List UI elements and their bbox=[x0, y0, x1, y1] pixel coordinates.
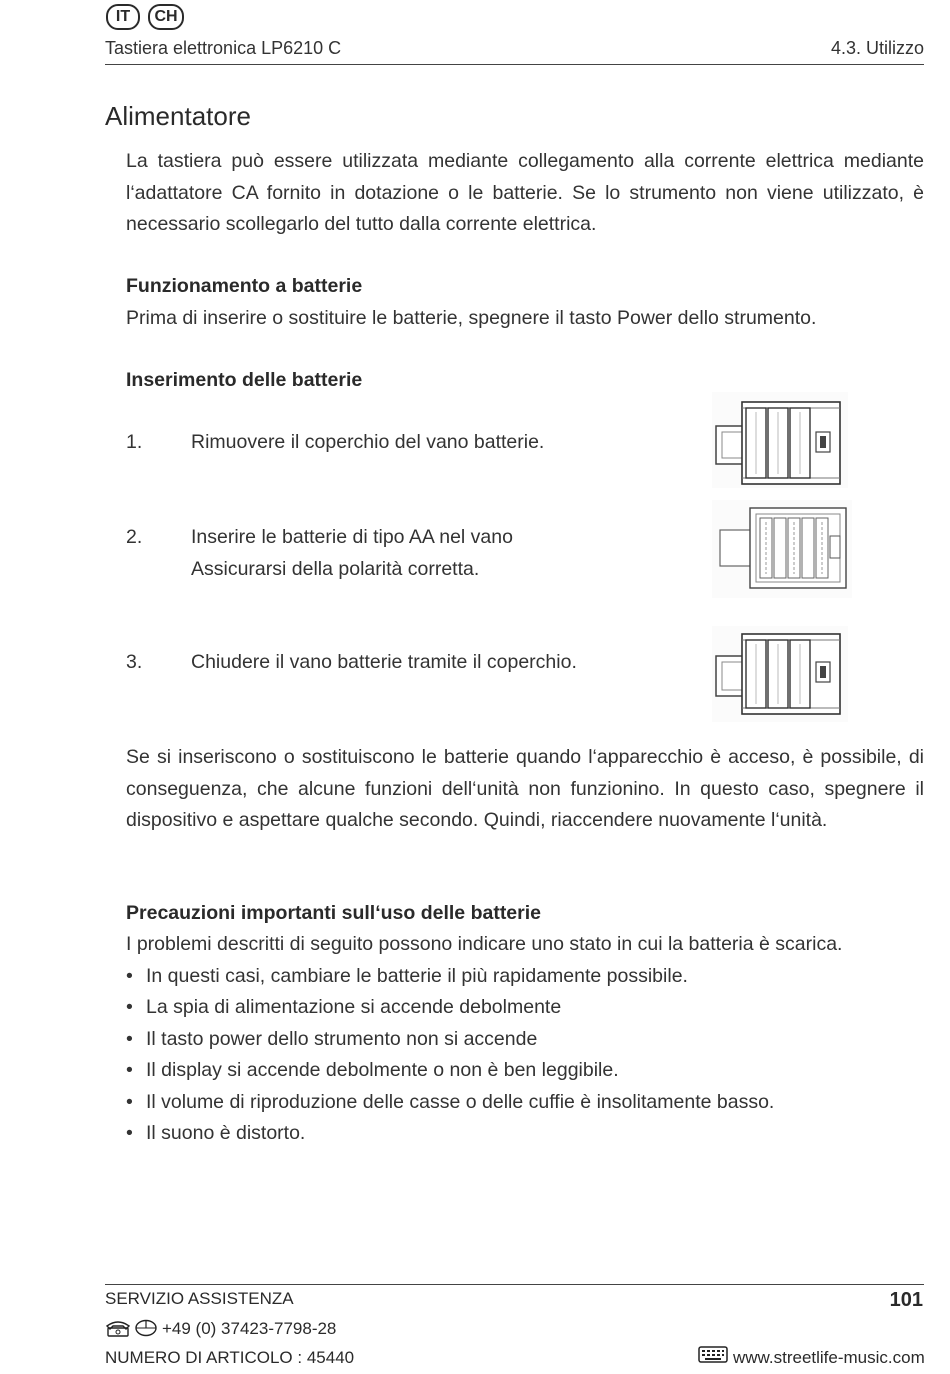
page-number: 101 bbox=[889, 1289, 923, 1311]
step-text: Rimuovere il coperchio del vano batterie. bbox=[191, 431, 545, 453]
step-number: 1. bbox=[126, 431, 143, 453]
list-item bbox=[126, 1028, 537, 1051]
bullet: • bbox=[126, 996, 133, 1018]
precautions-intro: I problemi descritti di seguito possono indicare uno stato in cui la batteria è scarica. bbox=[126, 933, 843, 955]
footer-article-number: NUMERO DI ARTICOLO : 45440 bbox=[105, 1348, 355, 1367]
header-product-name: Tastiera elettronica LP6210 C bbox=[105, 38, 342, 58]
insertion-heading: Inserimento delle batterie bbox=[126, 369, 363, 391]
list-item bbox=[126, 965, 688, 988]
battery-insertion-diagram bbox=[712, 500, 852, 598]
list-item-text: Il suono è distorto. bbox=[146, 1122, 306, 1144]
phone-icon bbox=[105, 1319, 131, 1337]
header-divider bbox=[105, 64, 924, 65]
warning-paragraph: Se si inseriscono o sostituiscono le batterie quando l‘apparecchio è acceso, è possibile, di conseguenza, che alcune funzioni dell‘unità non funzionino. In questo caso, spegnere il dispositivo e aspettare qualche secondo. Quindi, riaccendere nuovamente l‘unità. bbox=[126, 746, 924, 831]
list-item bbox=[126, 1091, 774, 1114]
list-item-text: Il display si accende debolmente o non è ben leggibile. bbox=[146, 1059, 619, 1081]
list-item bbox=[126, 1059, 619, 1082]
bullet: • bbox=[126, 1028, 133, 1050]
bullet: • bbox=[126, 1122, 133, 1144]
battery-cover-closed-diagram bbox=[712, 626, 848, 722]
step-text: Assicurarsi della polarità corretta. bbox=[191, 558, 480, 580]
footer-phone: +49 (0) 37423-7798-28 bbox=[162, 1319, 337, 1338]
step-text: Inserire le batterie di tipo AA nel vano bbox=[191, 526, 513, 548]
footer-website[interactable]: www.streetlife-music.com bbox=[733, 1348, 925, 1367]
country-badge-ch: CH bbox=[148, 4, 184, 30]
list-item bbox=[126, 996, 561, 1019]
battery-operation-text: Prima di inserire o sostituire le batterie, spegnere il tasto Power dello strumento. bbox=[126, 307, 817, 329]
footer-divider bbox=[105, 1284, 924, 1285]
keyboard-icon bbox=[698, 1346, 728, 1364]
list-item-text: In questi casi, cambiare le batterie il più rapidamente possibile. bbox=[146, 965, 688, 987]
step-number: 2. bbox=[126, 526, 143, 548]
battery-cover-removed-diagram bbox=[712, 392, 848, 488]
step-number: 3. bbox=[126, 651, 143, 673]
header-section: 4.3. Utilizzo bbox=[830, 38, 924, 58]
bullet: • bbox=[126, 965, 133, 987]
list-item-text: Il tasto power dello strumento non si accende bbox=[146, 1028, 538, 1050]
bullet: • bbox=[126, 1091, 133, 1113]
list-item-text: Il volume di riproduzione delle casse o delle cuffie è insolitamente basso. bbox=[146, 1091, 775, 1113]
bullet: • bbox=[126, 1059, 133, 1081]
battery-operation-heading: Funzionamento a batterie bbox=[126, 275, 363, 297]
country-badge-it: IT bbox=[106, 4, 140, 30]
list-item bbox=[126, 1122, 305, 1145]
mouse-icon bbox=[134, 1319, 158, 1337]
footer-service-label: SERVIZIO ASSISTENZA bbox=[105, 1289, 294, 1308]
step-text: Chiudere il vano batterie tramite il coperchio. bbox=[191, 651, 577, 673]
page-title: Alimentatore bbox=[105, 101, 251, 131]
list-item-text: La spia di alimentazione si accende debolmente bbox=[146, 996, 562, 1018]
precautions-heading: Precauzioni importanti sull‘uso delle batterie bbox=[126, 902, 542, 924]
intro-paragraph: La tastiera può essere utilizzata mediante collegamento alla corrente elettrica mediante l‘adattatore CA fornito in dotazione o le batterie. Se lo strumento non viene utilizzato, è necessario scollegarlo del tutto dalla corrente elettrica. bbox=[126, 150, 924, 235]
